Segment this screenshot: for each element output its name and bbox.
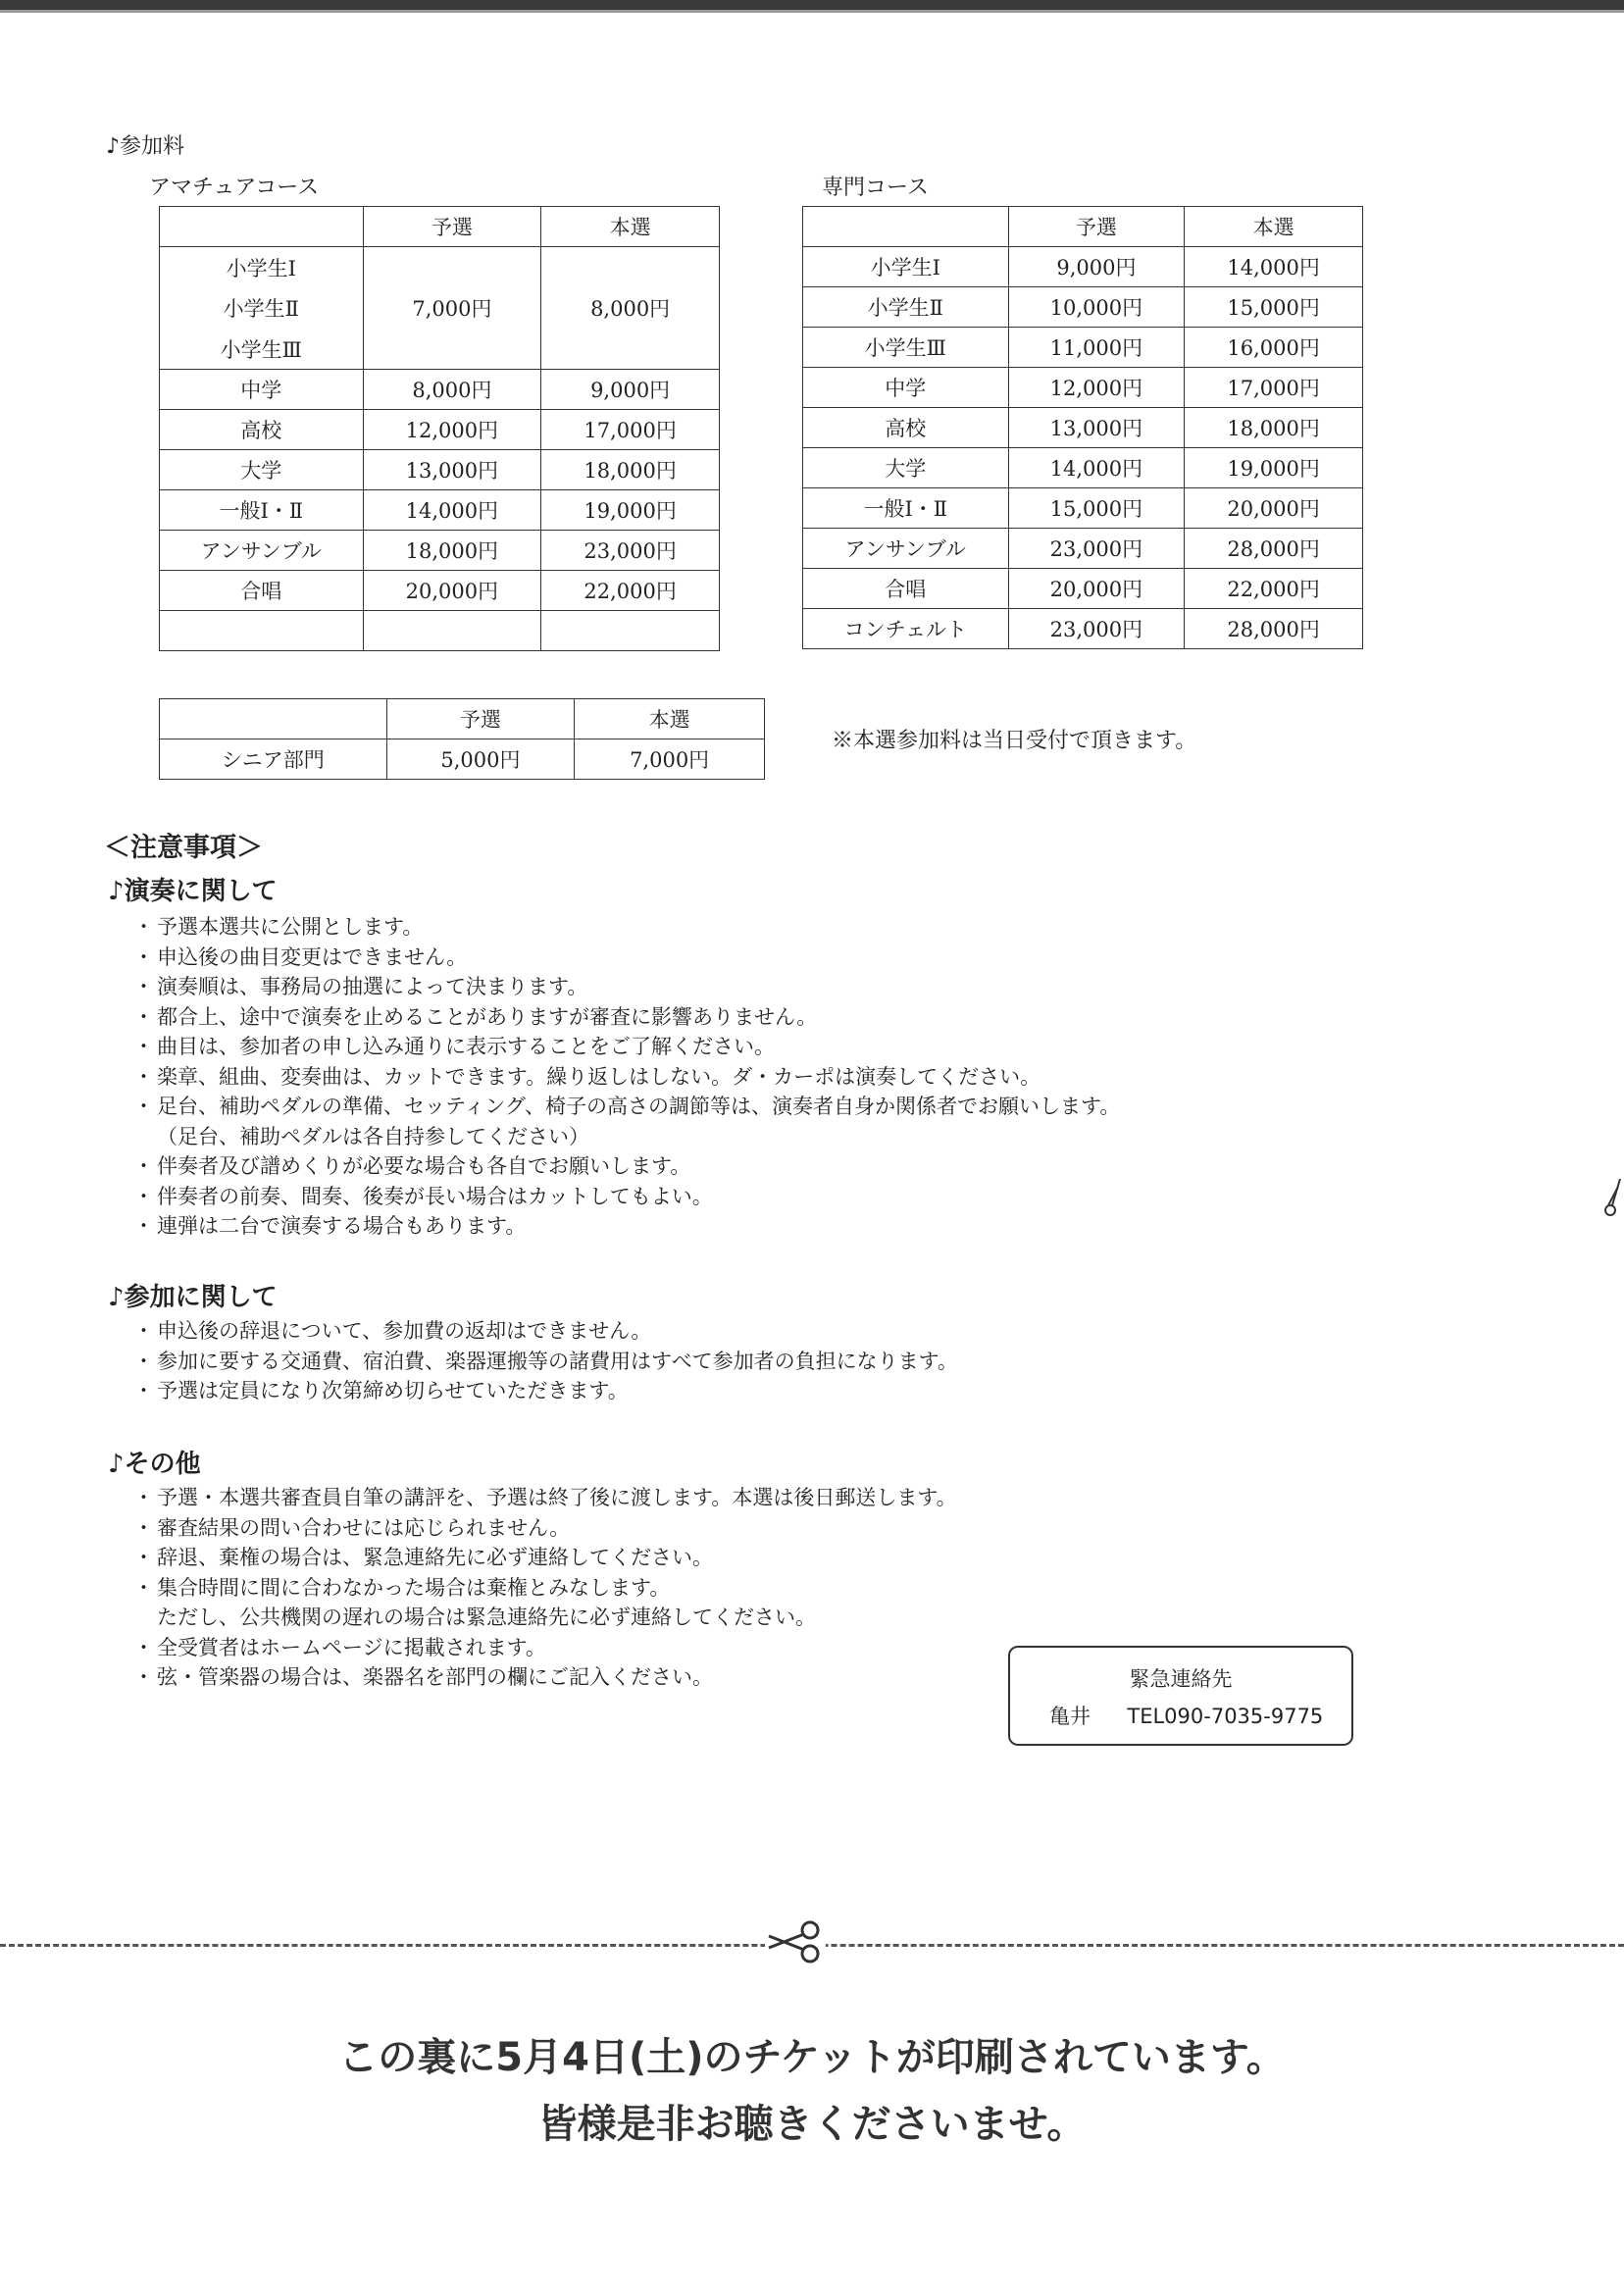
category-cell: シニア部門 — [160, 739, 387, 780]
bottom-message-line1: この裏に5月4日(土)のチケットが印刷されています。 — [338, 2035, 1286, 2080]
price-cell: 15,000円 — [1185, 287, 1363, 328]
price-cell: 7,000円 — [575, 739, 765, 780]
price-cell: 18,000円 — [541, 450, 720, 490]
amateur-fee-table — [159, 206, 720, 651]
price-cell: 28,000円 — [1185, 529, 1363, 569]
final-fee-note: ※本選参加料は当日受付で頂きます。 — [832, 729, 1197, 753]
price-cell: 15,000円 — [1008, 488, 1185, 529]
price-cell: 22,000円 — [541, 571, 720, 611]
table-row — [803, 609, 1363, 649]
price-cell: 9,000円 — [541, 370, 720, 410]
header-cell: 予選 — [363, 207, 541, 247]
category-cell — [160, 611, 364, 651]
price-cell: 20,000円 — [1185, 488, 1363, 529]
table-row — [160, 611, 720, 651]
participation-section-title: ♪参加に関して — [108, 1283, 278, 1312]
list-item-continuation: ただし、公共機関の遅れの場合は緊急連絡先に必ず連絡してください。 — [157, 1606, 816, 1629]
category-cell: 中学 — [160, 370, 364, 410]
table-row — [160, 739, 765, 780]
table-row — [160, 531, 720, 571]
performance-list — [137, 912, 1120, 1242]
header-cell: 本選 — [575, 699, 765, 739]
price-cell: 19,000円 — [541, 490, 720, 531]
price-cell: 17,000円 — [1185, 368, 1363, 408]
price-cell: 13,000円 — [1008, 408, 1185, 448]
list-item-continuation: （足台、補助ペダルは各自持参してください） — [157, 1124, 589, 1148]
table-row — [803, 529, 1363, 569]
top-edge — [0, 0, 1624, 10]
category-cell: 合唱 — [160, 571, 364, 611]
category-cell: 小学生Ⅰ — [160, 247, 364, 288]
table-row — [803, 569, 1363, 609]
category-cell: 大学 — [803, 448, 1009, 488]
header-cell: 本選 — [541, 207, 720, 247]
category-cell: コンチェルト — [803, 609, 1009, 649]
header-cell: 本選 — [1185, 207, 1363, 247]
price-cell: 28,000円 — [1185, 609, 1363, 649]
category-cell: 大学 — [160, 450, 364, 490]
table-header-row — [803, 207, 1363, 247]
table-row — [803, 287, 1363, 328]
price-cell: 23,000円 — [1008, 529, 1185, 569]
table-row — [803, 408, 1363, 448]
side-scissors-icon — [1604, 1173, 1622, 1222]
table-header-row — [160, 207, 720, 247]
senior-fee-table — [159, 698, 765, 780]
table-header-row — [160, 699, 765, 739]
category-cell: アンサンブル — [160, 531, 364, 571]
table-row — [160, 410, 720, 450]
fee-heading: ♪参加料 — [106, 134, 185, 159]
category-cell: 小学生Ⅱ — [160, 287, 364, 329]
table-row — [160, 571, 720, 611]
header-cell — [160, 699, 387, 739]
price-cell: 14,000円 — [1185, 247, 1363, 287]
price-cell: 11,000円 — [1008, 328, 1185, 368]
bottom-message-line2: 皆様是非お聴きくださいませ。 — [537, 2102, 1087, 2147]
list-item: ・ 集合時間に間に合わなかった場合は棄権とみなします。 — [137, 1573, 957, 1604]
category-cell: 中学 — [803, 368, 1009, 408]
list-item: ・ 伴奏者及び譜めくりが必要な場合も各自でお願いします。 — [137, 1151, 1120, 1182]
category-cell: 一般Ⅰ・Ⅱ — [803, 488, 1009, 529]
list-item: ・ 曲目は、参加者の申し込み通りに表示することをご了解ください。 — [137, 1032, 1120, 1062]
price-cell: 18,000円 — [1185, 408, 1363, 448]
list-item: ・ 楽章、組曲、変奏曲は、カットできます。繰り返しはしない。ダ・カーポは演奏してください。 — [137, 1062, 1120, 1093]
table-row — [803, 247, 1363, 287]
list-item: ・ 予選本選共に公開とします。 — [137, 912, 1120, 943]
price-cell: 8,000円 — [541, 247, 720, 370]
list-item: ・ 弦・管楽器の場合は、楽器名を部門の欄にご記入ください。 — [137, 1662, 957, 1693]
category-cell: 一般Ⅰ・Ⅱ — [160, 490, 364, 531]
price-cell — [541, 611, 720, 651]
list-item: ・ 連弾は二台で演奏する場合もあります。 — [137, 1211, 1120, 1242]
contact-name: 亀井 — [1049, 1705, 1091, 1728]
category-cell: 合唱 — [803, 569, 1009, 609]
list-item: ・ 参加に要する交通費、宿泊費、楽器運搬等の諸費用はすべて参加者の負担になります。 — [137, 1347, 958, 1377]
list-item: ・ 伴奏者の前奏、間奏、後奏が長い場合はカットしてもよい。 — [137, 1182, 1120, 1212]
price-cell: 7,000円 — [363, 247, 541, 370]
price-cell: 8,000円 — [363, 370, 541, 410]
table-row — [803, 488, 1363, 529]
price-cell: 12,000円 — [363, 410, 541, 450]
price-cell: 20,000円 — [1008, 569, 1185, 609]
category-cell: アンサンブル — [803, 529, 1009, 569]
professional-course-label: 専門コース — [822, 176, 929, 200]
top-edge-shadow — [0, 10, 1624, 13]
price-cell: 13,000円 — [363, 450, 541, 490]
header-cell — [160, 207, 364, 247]
contact-title: 緊急連絡先 — [1129, 1667, 1233, 1691]
category-cell: 小学生Ⅰ — [803, 247, 1009, 287]
price-cell: 14,000円 — [1008, 448, 1185, 488]
category-cell: 高校 — [160, 410, 364, 450]
professional-fee-table — [802, 206, 1363, 649]
emergency-contact-box — [1008, 1646, 1353, 1746]
price-cell: 18,000円 — [363, 531, 541, 571]
list-item: ・ 審査結果の問い合わせには応じられません。 — [137, 1513, 957, 1544]
table-row — [160, 247, 720, 288]
price-cell: 12,000円 — [1008, 368, 1185, 408]
category-cell: 小学生Ⅲ — [160, 329, 364, 370]
category-cell: 小学生Ⅱ — [803, 287, 1009, 328]
price-cell: 14,000円 — [363, 490, 541, 531]
table-row — [803, 368, 1363, 408]
price-cell: 17,000円 — [541, 410, 720, 450]
price-cell: 23,000円 — [1008, 609, 1185, 649]
category-cell: 高校 — [803, 408, 1009, 448]
amateur-course-label: アマチュアコース — [149, 176, 320, 200]
participation-list — [137, 1316, 958, 1406]
price-cell: 23,000円 — [541, 531, 720, 571]
table-row — [160, 370, 720, 410]
list-item: ・ 都合上、途中で演奏を止めることがありますが審査に影響ありません。 — [137, 1002, 1120, 1033]
table-row — [803, 328, 1363, 368]
header-cell: 予選 — [386, 699, 575, 739]
caution-title: ＜注意事項＞ — [104, 833, 263, 863]
price-cell: 16,000円 — [1185, 328, 1363, 368]
price-cell: 20,000円 — [363, 571, 541, 611]
contact-tel: TEL090-7035-9775 — [1127, 1705, 1324, 1728]
list-item: ・ 予選・本選共審査員自筆の講評を、予選は終了後に渡します。本選は後日郵送します。 — [137, 1483, 957, 1513]
other-list — [137, 1483, 957, 1693]
price-cell: 10,000円 — [1008, 287, 1185, 328]
price-cell: 9,000円 — [1008, 247, 1185, 287]
price-cell: 5,000円 — [386, 739, 575, 780]
price-cell — [363, 611, 541, 651]
category-cell: 小学生Ⅲ — [803, 328, 1009, 368]
price-cell: 19,000円 — [1185, 448, 1363, 488]
header-cell — [803, 207, 1009, 247]
table-row — [160, 450, 720, 490]
list-item: ・ 全受賞者はホームページに掲載されます。 — [137, 1633, 957, 1663]
scissors-icon — [765, 1914, 826, 1969]
list-item: ・ 足台、補助ペダルの準備、セッティング、椅子の高さの調節等は、演奏者自身か関係者でお願いします。 — [137, 1092, 1120, 1122]
other-section-title: ♪その他 — [108, 1450, 201, 1479]
list-item: ・ 辞退、棄権の場合は、緊急連絡先に必ず連絡してください。 — [137, 1543, 957, 1573]
price-cell: 22,000円 — [1185, 569, 1363, 609]
header-cell: 予選 — [1008, 207, 1185, 247]
list-item: ・ 予選は定員になり次第締め切らせていただきます。 — [137, 1376, 958, 1406]
table-row — [803, 448, 1363, 488]
list-item: ・ 申込後の辞退について、参加費の返却はできません。 — [137, 1316, 958, 1347]
table-row — [160, 490, 720, 531]
contact-line — [1049, 1701, 1323, 1730]
performance-section-title: ♪演奏に関して — [108, 877, 278, 906]
list-item: ・ 申込後の曲目変更はできません。 — [137, 943, 1120, 973]
list-item: ・ 演奏順は、事務局の抽選によって決まります。 — [137, 972, 1120, 1002]
